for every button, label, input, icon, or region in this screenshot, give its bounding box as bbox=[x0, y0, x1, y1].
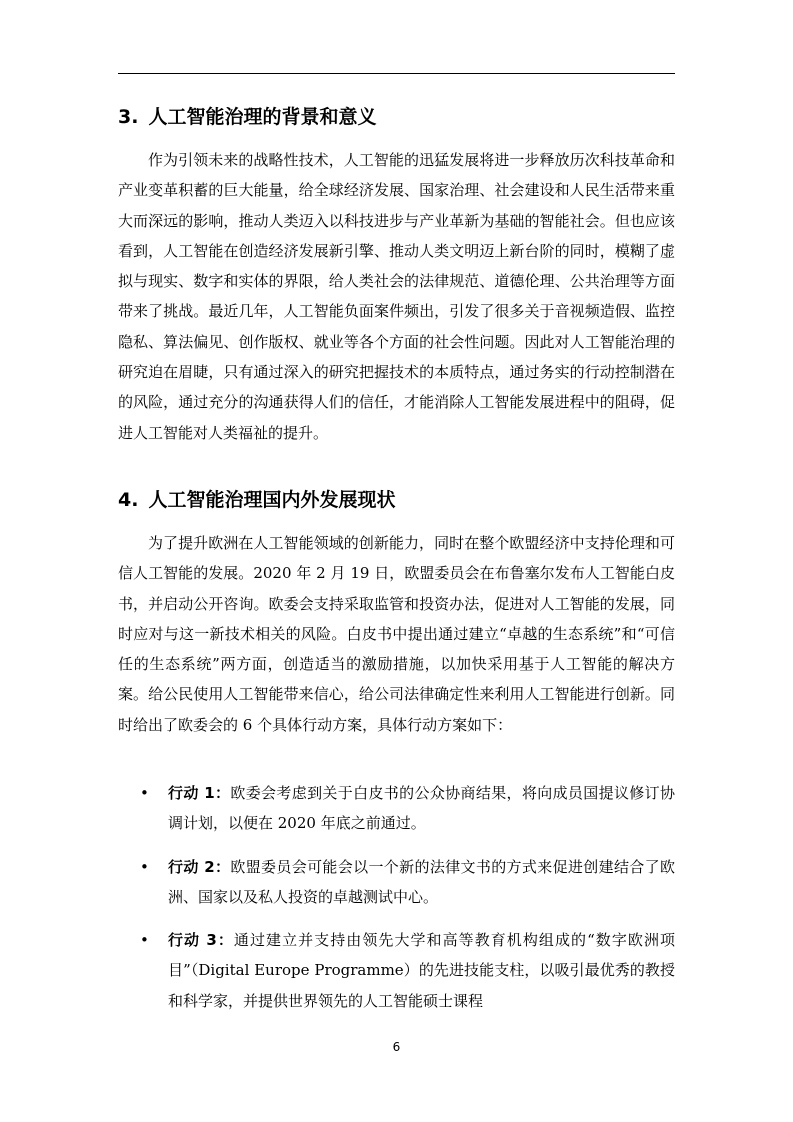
action-item-2 bbox=[118, 852, 675, 913]
page-number: 6 bbox=[392, 1040, 401, 1054]
action-text-3: 通过建立并支持由领先大学和高等教育机构组成的“数字欧洲项目”（Digital Europe Programme）的先进技能支柱，以吸引最优秀的教授和科学家，并提供世界领先的人工智能硕士课程 bbox=[168, 931, 675, 1010]
section-3-title: 人工智能治理的背景和意义 bbox=[148, 106, 377, 128]
section-3-paragraph: 作为引领未来的战略性技术，人工智能的迅猛发展将进一步释放历次科技革命和产业变革积蓄的巨大能量，给全球经济发展、国家治理、社会建设和人民生活带来重大而深远的影响，推动人类迈入以科技进步与产业革新为基础的智能社会。但也应该看到，人工智能在创造经济发展新引擎、推动人类文明迈上新台阶的同时，模糊了虚拟与现实、数字和实体的界限，给人类社会的法律规范、道德伦理、公共治理等方面带来了挑战。最近几年，人工智能负面案件频出，引发了很多关于音视频造假、监控隐私、算法偏见、创作版权、就业等各个方面的社会性问题。因此对人工智能治理的研究迫在眉睫，只有通过深入的研究把握技术的本质特点，通过务实的行动控制潜在的风险，通过充分的沟通获得人们的信任，才能消除人工智能发展进程中的阻碍，促进人工智能对人类福祉的提升。 bbox=[118, 151, 675, 442]
action-item-3 bbox=[118, 925, 675, 1016]
action-item-1 bbox=[118, 778, 675, 839]
action-label-1: 行动 1： bbox=[168, 784, 231, 802]
header-rule bbox=[118, 73, 675, 74]
bullet-icon: • bbox=[140, 931, 149, 950]
section-4-paragraph: 为了提升欧洲在人工智能领域的创新能力，同时在整个欧盟经济中支持伦理和可信人工智能的发展。2020 年 2 月 19 日，欧盟委员会在布鲁塞尔发布人工智能白皮书，并启动公开咨询。欧委会支持采取监管和投资办法，促进对人工智能的发展，同时应对与这一新技术相关的风险。白皮书中提出通过建立“卓越的生态系统”和“可信任的生态系统”两方面，创造适当的激励措施，以加快采用基于人工智能的解决方案。给公民使用人工智能带来信心，给公司法律确定性来利用人工智能进行创新。同时给出了欧委会的 6 个具体行动方案，具体行动方案如下： bbox=[118, 534, 675, 734]
section-3-number: 3. bbox=[118, 106, 139, 128]
section-4-title: 人工智能治理国内外发展现状 bbox=[148, 489, 396, 511]
bullet-icon: • bbox=[140, 784, 149, 802]
bullet-icon: • bbox=[140, 857, 149, 876]
section-4-number: 4. bbox=[118, 489, 139, 511]
action-label-2: 行动 2： bbox=[168, 857, 231, 876]
action-label-3: 行动 3： bbox=[168, 931, 234, 950]
action-list bbox=[118, 778, 675, 1016]
action-text-1: 欧委会考虑到关于白皮书的公众协商结果，将向成员国提议修订协调计划，以便在 2020 年底之前通过。 bbox=[168, 784, 675, 833]
section-4-heading bbox=[118, 487, 678, 513]
section-3-heading bbox=[118, 104, 678, 130]
action-text-2: 欧盟委员会可能会以一个新的法律文书的方式来促进创建结合了欧洲、国家以及私人投资的卓越测试中心。 bbox=[168, 857, 675, 906]
